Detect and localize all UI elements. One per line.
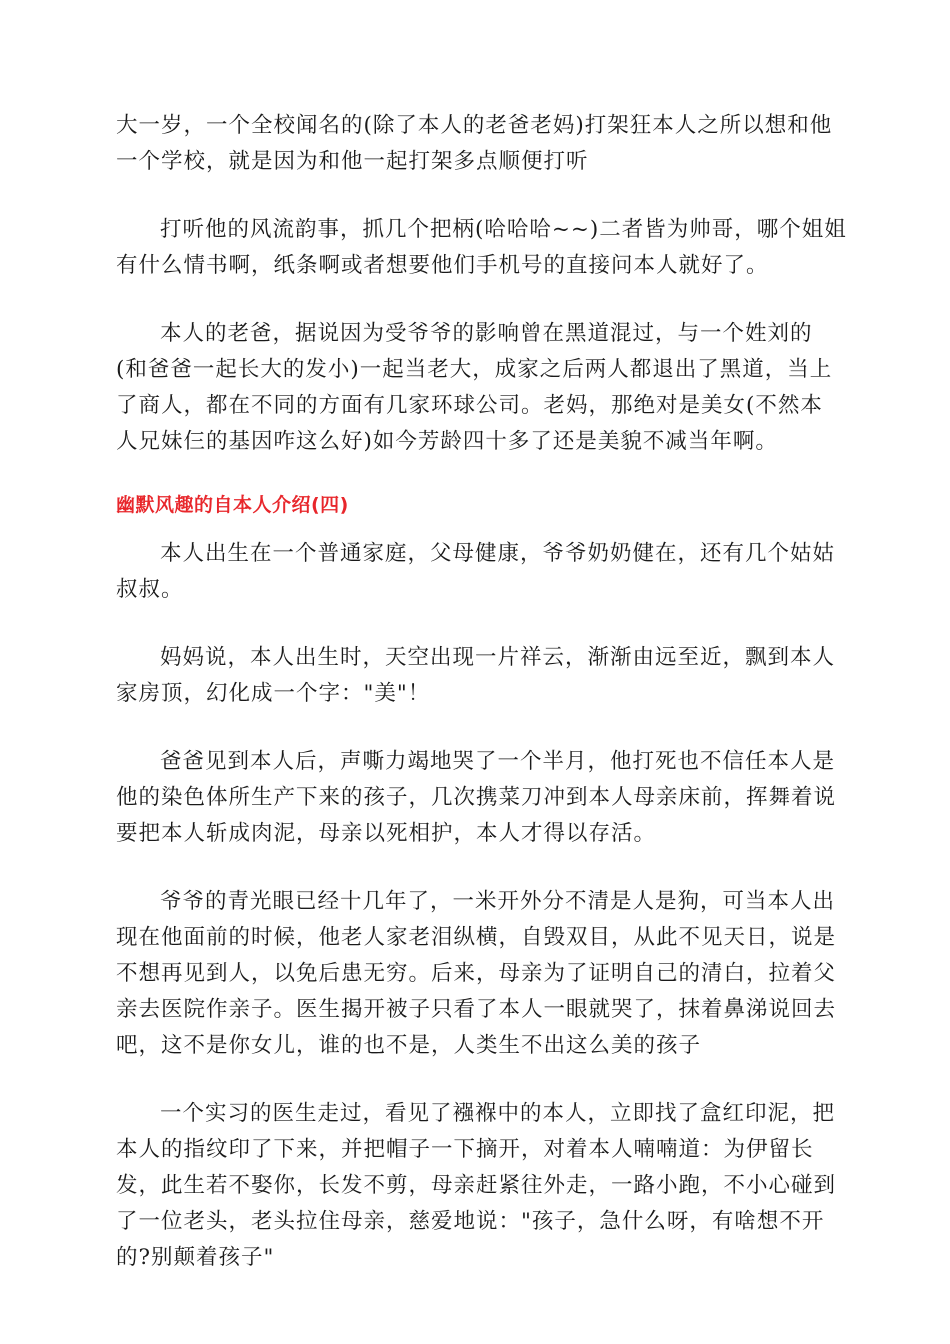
text-line: 有什么情书啊，纸条啊或者想要他们手机号的直接问本人就好了。 (116, 253, 769, 278)
text-line: 叔叔。 (116, 577, 184, 602)
text-line: 他的染色体所生产下来的孩子，几次携菜刀冲到本人母亲床前，挥舞着说 (116, 785, 837, 810)
text-line: 亲去医院作亲子。医生揭开被子只看了本人一眼就哭了，抹着鼻涕说回去 (116, 997, 837, 1022)
paragraph (116, 1096, 836, 1276)
paragraph (116, 744, 836, 852)
text-line: 不想再见到人，以免后患无穷。后来，母亲为了证明自己的清白，拉着父 (116, 961, 837, 986)
text-line: 发，此生若不娶你，长发不剪，母亲赶紧往外走，一路小跑，不小心碰到 (116, 1173, 837, 1198)
section-1 (116, 108, 847, 460)
section-heading: 幽默风趣的自本人介绍(四) (116, 494, 349, 516)
text-line: 爷爷的青光眼已经十几年了，一米开外分不清是人是狗，可当本人出 (160, 889, 836, 914)
text-line: 了一位老头，老头拉住母亲，慈爱地说："孩子，急什么呀，有啥想不开 (116, 1209, 825, 1234)
paragraph (116, 640, 836, 712)
text-line: 一个学校，就是因为和他一起打架多点顺便打听 (116, 149, 589, 174)
text-line: 本人出生在一个普通家庭，父母健康，爷爷奶奶健在，还有几个姑姑 (160, 541, 836, 566)
text-line: 本人的老爸，据说因为受爷爷的影响曾在黑道混过，与一个姓刘的 (160, 321, 813, 346)
paragraph (116, 212, 847, 284)
text-line: 家房顶，幻化成一个字："美"！ (116, 681, 431, 706)
text-line: 吧，这不是你女儿，谁的也不是，人类生不出这么美的孩子 (116, 1033, 702, 1058)
paragraph (116, 884, 836, 1064)
paragraph (116, 536, 836, 608)
text-line: 的?别颠着孩子" (116, 1245, 275, 1270)
text-line: (和爸爸一起长大的发小)一起当老大，成家之后两人都退出了黑道，当上 (116, 357, 833, 382)
text-line: 要把本人斩成肉泥，母亲以死相护，本人才得以存活。 (116, 821, 657, 846)
document-body (116, 108, 847, 1308)
paragraph (116, 108, 836, 180)
text-line: 本人的指纹印了下来，并把帽子一下摘开，对着本人喃喃道：为伊留长 (116, 1137, 814, 1162)
text-line: 人兄妹仨的基因咋这么好)如今芳龄四十多了还是美貌不减当年啊。 (116, 429, 778, 454)
text-line: 了商人，都在不同的方面有几家环球公司。老妈，那绝对是美女(不然本 (116, 393, 823, 418)
section-2 (116, 536, 836, 1276)
text-line: 大一岁，一个全校闻名的(除了本人的老爸老妈)打架狂本人之所以想和他 (116, 113, 833, 138)
text-line: 打听他的风流韵事，抓几个把柄(哈哈哈~~)二者皆为帅哥，哪个姐姐 (160, 217, 847, 242)
text-line: 爸爸见到本人后，声嘶力竭地哭了一个半月，他打死也不信任本人是 (160, 749, 836, 774)
text-line: 一个实习的医生走过，看见了襁褓中的本人，立即找了盒红印泥，把 (160, 1101, 836, 1126)
paragraph (116, 316, 836, 460)
text-line: 妈妈说，本人出生时，天空出现一片祥云，渐渐由远至近，飘到本人 (160, 645, 836, 670)
text-line: 现在他面前的时候，他老人家老泪纵横，自毁双目，从此不见天日，说是 (116, 925, 837, 950)
